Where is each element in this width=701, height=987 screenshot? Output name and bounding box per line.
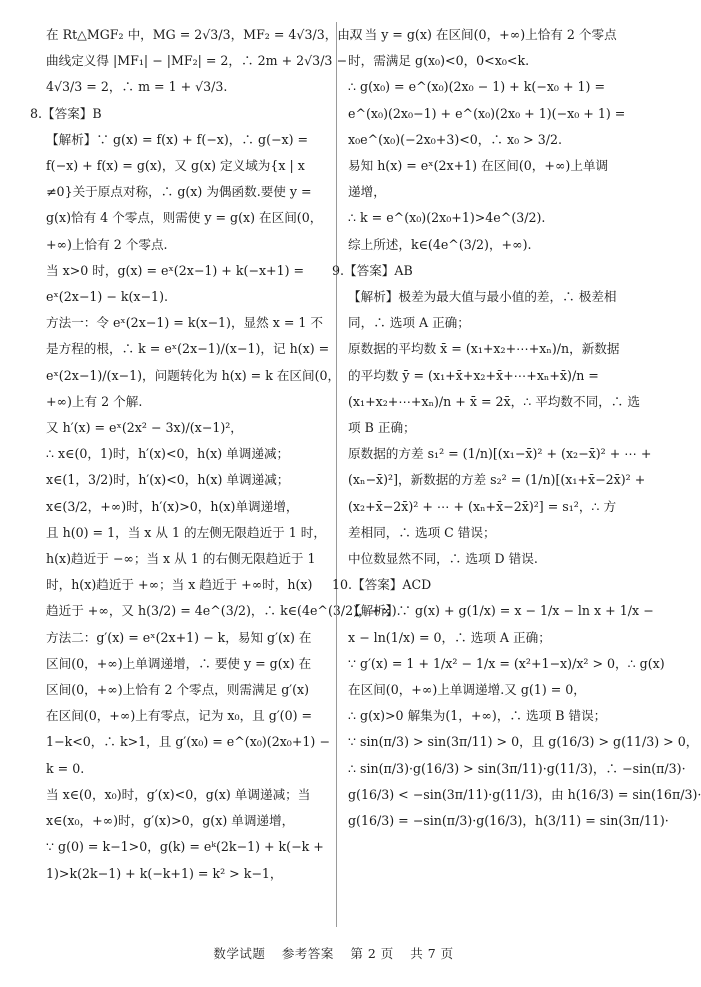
text-line: f(−x) + f(x) = g(x)，又 g(x) 定义域为{x | x xyxy=(46,158,305,174)
text-line: 是方程的根，∴ k = eˣ(2x−1)/(x−1)，记 h(x) = xyxy=(46,341,330,357)
text-line: ∴ x∈(0，1)时，h′(x)<0，h(x) 单调递减； xyxy=(46,446,290,462)
text-line: ∵ sin(π/3) > sin(3π/11) > 0，且 g(16/3) > g(11/3) > 0， xyxy=(348,734,699,750)
text-line: 1−k<0，∴ k>1，且 g′(x₀) = e^(x₀)(2x₀+1) − xyxy=(46,734,330,750)
text-line: g(16/3) = −sin(π/3)·g(16/3)，h(3/11) = sin(3π/11)· xyxy=(348,813,669,829)
text-line: g(16/3) < −sin(3π/11)·g(11/3)，由 h(16/3) = sin(16π/3)· xyxy=(348,786,701,802)
footer-answer: 参考答案 xyxy=(281,946,334,961)
text-line: eˣ(2x−1)/(x−1)，问题转化为 h(x) = k 在区间(0， xyxy=(46,367,341,383)
text-line: x∈(1，3/2)时，h′(x)<0，h(x) 单调递减； xyxy=(46,472,290,488)
text-line: 区间(0，+∞)上单调递增，∴ 要使 y = g(x) 在 xyxy=(46,655,312,671)
text-line: 项 B 正确； xyxy=(348,420,416,436)
answer-heading: 9.【答案】AB xyxy=(332,262,413,278)
text-line: 易知 h(x) = eˣ(2x+1) 在区间(0，+∞)上单调 xyxy=(348,158,609,174)
footer-total: 共 7 页 xyxy=(410,946,454,961)
text-line: 当 x>0 时，g(x) = eˣ(2x−1) + k(−x+1) = xyxy=(46,262,305,278)
text-line: 【解析】∵ g(x) + g(1/x) = x − 1/x − ln x + 1/x − xyxy=(348,603,654,619)
text-line: 方法二：g′(x) = eˣ(2x+1) − k，易知 g′(x) 在 xyxy=(46,629,312,645)
text-line: 时，需满足 g(x₀)<0，0<x₀<k. xyxy=(348,53,530,69)
text-line: 当 x∈(0，x₀)时，g′(x)<0，g(x) 单调递减；当 xyxy=(46,786,311,802)
text-line: 原数据的平均数 x̄ = (x₁+x₂+⋯+xₙ)/n，新数据 xyxy=(348,341,620,357)
footer-page: 第 2 页 xyxy=(350,946,394,961)
text-line: 【解析】∵ g(x) = f(x) + f(−x)，∴ g(−x) = xyxy=(46,131,309,147)
text-line: 趋近于 +∞，又 h(3/2) = 4e^(3/2)，∴ k∈(4e^(3/2)，+∞). xyxy=(46,603,401,619)
text-line: 在区间(0，+∞)上单调递增.又 g(1) = 0， xyxy=(348,682,586,698)
answer-heading: 8.【答案】B xyxy=(30,105,102,121)
text-line: ∴ g(x)>0 解集为(1，+∞)，∴ 选项 B 错误； xyxy=(348,708,607,724)
text-line: 【解析】极差为最大值与最小值的差，∴ 极差相 xyxy=(348,289,617,305)
text-line: eˣ(2x−1) − k(x−1). xyxy=(46,289,168,305)
text-line: ∴ 当 y = g(x) 在区间(0，+∞)上恰有 2 个零点 xyxy=(348,27,617,42)
text-line: x − ln(1/x) = 0，∴ 选项 A 正确； xyxy=(348,629,551,645)
text-line: k = 0. xyxy=(46,760,85,776)
text-line: ≠0}关于原点对称，∴ g(x) 为偶函数.要使 y = xyxy=(46,184,312,200)
text-line: (x₁+x₂+⋯+xₙ)/n + x̄ = 2x̄，∴ 平均数不同，∴ 选 xyxy=(348,393,640,409)
text-line: 中位数显然不同，∴ 选项 D 错误. xyxy=(348,551,538,567)
text-line: 曲线定义得 |MF₁| − |MF₂| = 2，∴ 2m + 2√3/3 − xyxy=(46,53,348,69)
text-line: +∞)上恰有 2 个零点. xyxy=(46,236,168,252)
text-line: 区间(0，+∞)上恰有 2 个零点，则需满足 g′(x) xyxy=(46,682,310,698)
text-line: 综上所述，k∈(4e^(3/2)，+∞). xyxy=(348,236,532,252)
text-line: 原数据的方差 s₁² = (1/n)[(x₁−x̄)² + (x₂−x̄)² + ⋯ + xyxy=(348,446,652,462)
right-column xyxy=(332,22,701,834)
text-line: (x₂+x̄−2x̄)² + ⋯ + (xₙ+x̄−2x̄)²] = s₁²，∴ 方 xyxy=(348,498,617,514)
column-divider xyxy=(336,22,337,927)
text-line: ∴ sin(π/3)·g(16/3) > sin(3π/11)·g(11/3)，∴ −sin(π/3)· xyxy=(348,760,686,776)
text-line: x∈(3/2，+∞)时，h′(x)>0，h(x)单调递增， xyxy=(46,498,299,514)
text-line: 在 Rt△MGF₂ 中，MG = 2√3/3，MF₂ = 4√3/3，由双 xyxy=(46,27,363,42)
text-line: 方法一：令 eˣ(2x−1) = k(x−1)，显然 x = 1 不 xyxy=(46,315,324,331)
text-line: x₀e^(x₀)(−2x₀+3)<0，∴ x₀ > 3/2. xyxy=(348,131,562,147)
page-footer xyxy=(0,944,667,962)
text-line: ∵ g(0) = k−1>0，g(k) = eᵏ(2k−1) + k(−k + xyxy=(46,839,324,855)
footer-subject: 数学试题 xyxy=(213,946,266,961)
text-line: 时，h(x)趋近于 +∞；当 x 趋近于 +∞时，h(x) xyxy=(46,577,313,593)
text-line: +∞)上有 2 个解. xyxy=(46,393,143,409)
text-line: 差相同，∴ 选项 C 错误； xyxy=(348,524,496,540)
text-line: x∈(x₀，+∞)时，g′(x)>0，g(x) 单调递增， xyxy=(46,813,295,829)
text-line: 同，∴ 选项 A 正确； xyxy=(348,315,470,331)
text-line: (xₙ−x̄)²]，新数据的方差 s₂² = (1/n)[(x₁+x̄−2x̄)² + xyxy=(348,472,646,488)
answer-heading: 10.【答案】ACD xyxy=(332,577,432,593)
text-line: 在区间(0，+∞)上有零点，记为 x₀，且 g′(0) = xyxy=(46,708,313,724)
text-line: 4√3/3 = 2，∴ m = 1 + √3/3. xyxy=(46,79,228,95)
text-line: 1)>k(2k−1) + k(−k+1) = k² > k−1， xyxy=(46,865,283,881)
text-line: 递增， xyxy=(348,184,386,200)
text-line: 且 h(0) = 1，当 x 从 1 的左侧无限趋近于 1 时， xyxy=(46,524,326,540)
text-line: 的平均数 ȳ = (x₁+x̄+x₂+x̄+⋯+xₙ+x̄)/n = xyxy=(348,367,599,383)
text-line: h(x)趋近于 −∞；当 x 从 1 的右侧无限趋近于 1 xyxy=(46,551,316,567)
text-line: g(x)恰有 4 个零点，则需使 y = g(x) 在区间(0， xyxy=(46,210,323,226)
text-line: ∴ g(x₀) = e^(x₀)(2x₀ − 1) + k(−x₀ + 1) = xyxy=(348,79,606,95)
text-line: 又 h′(x) = eˣ(2x² − 3x)/(x−1)²， xyxy=(46,420,243,436)
text-line: ∵ g′(x) = 1 + 1/x² − 1/x = (x²+1−x)/x² > 0，∴ g(x) xyxy=(348,655,665,671)
text-line: ∴ k = e^(x₀)(2x₀+1)>4e^(3/2). xyxy=(348,210,546,226)
text-line: e^(x₀)(2x₀−1) + e^(x₀)(2x₀ + 1)(−x₀ + 1) = xyxy=(348,105,626,121)
